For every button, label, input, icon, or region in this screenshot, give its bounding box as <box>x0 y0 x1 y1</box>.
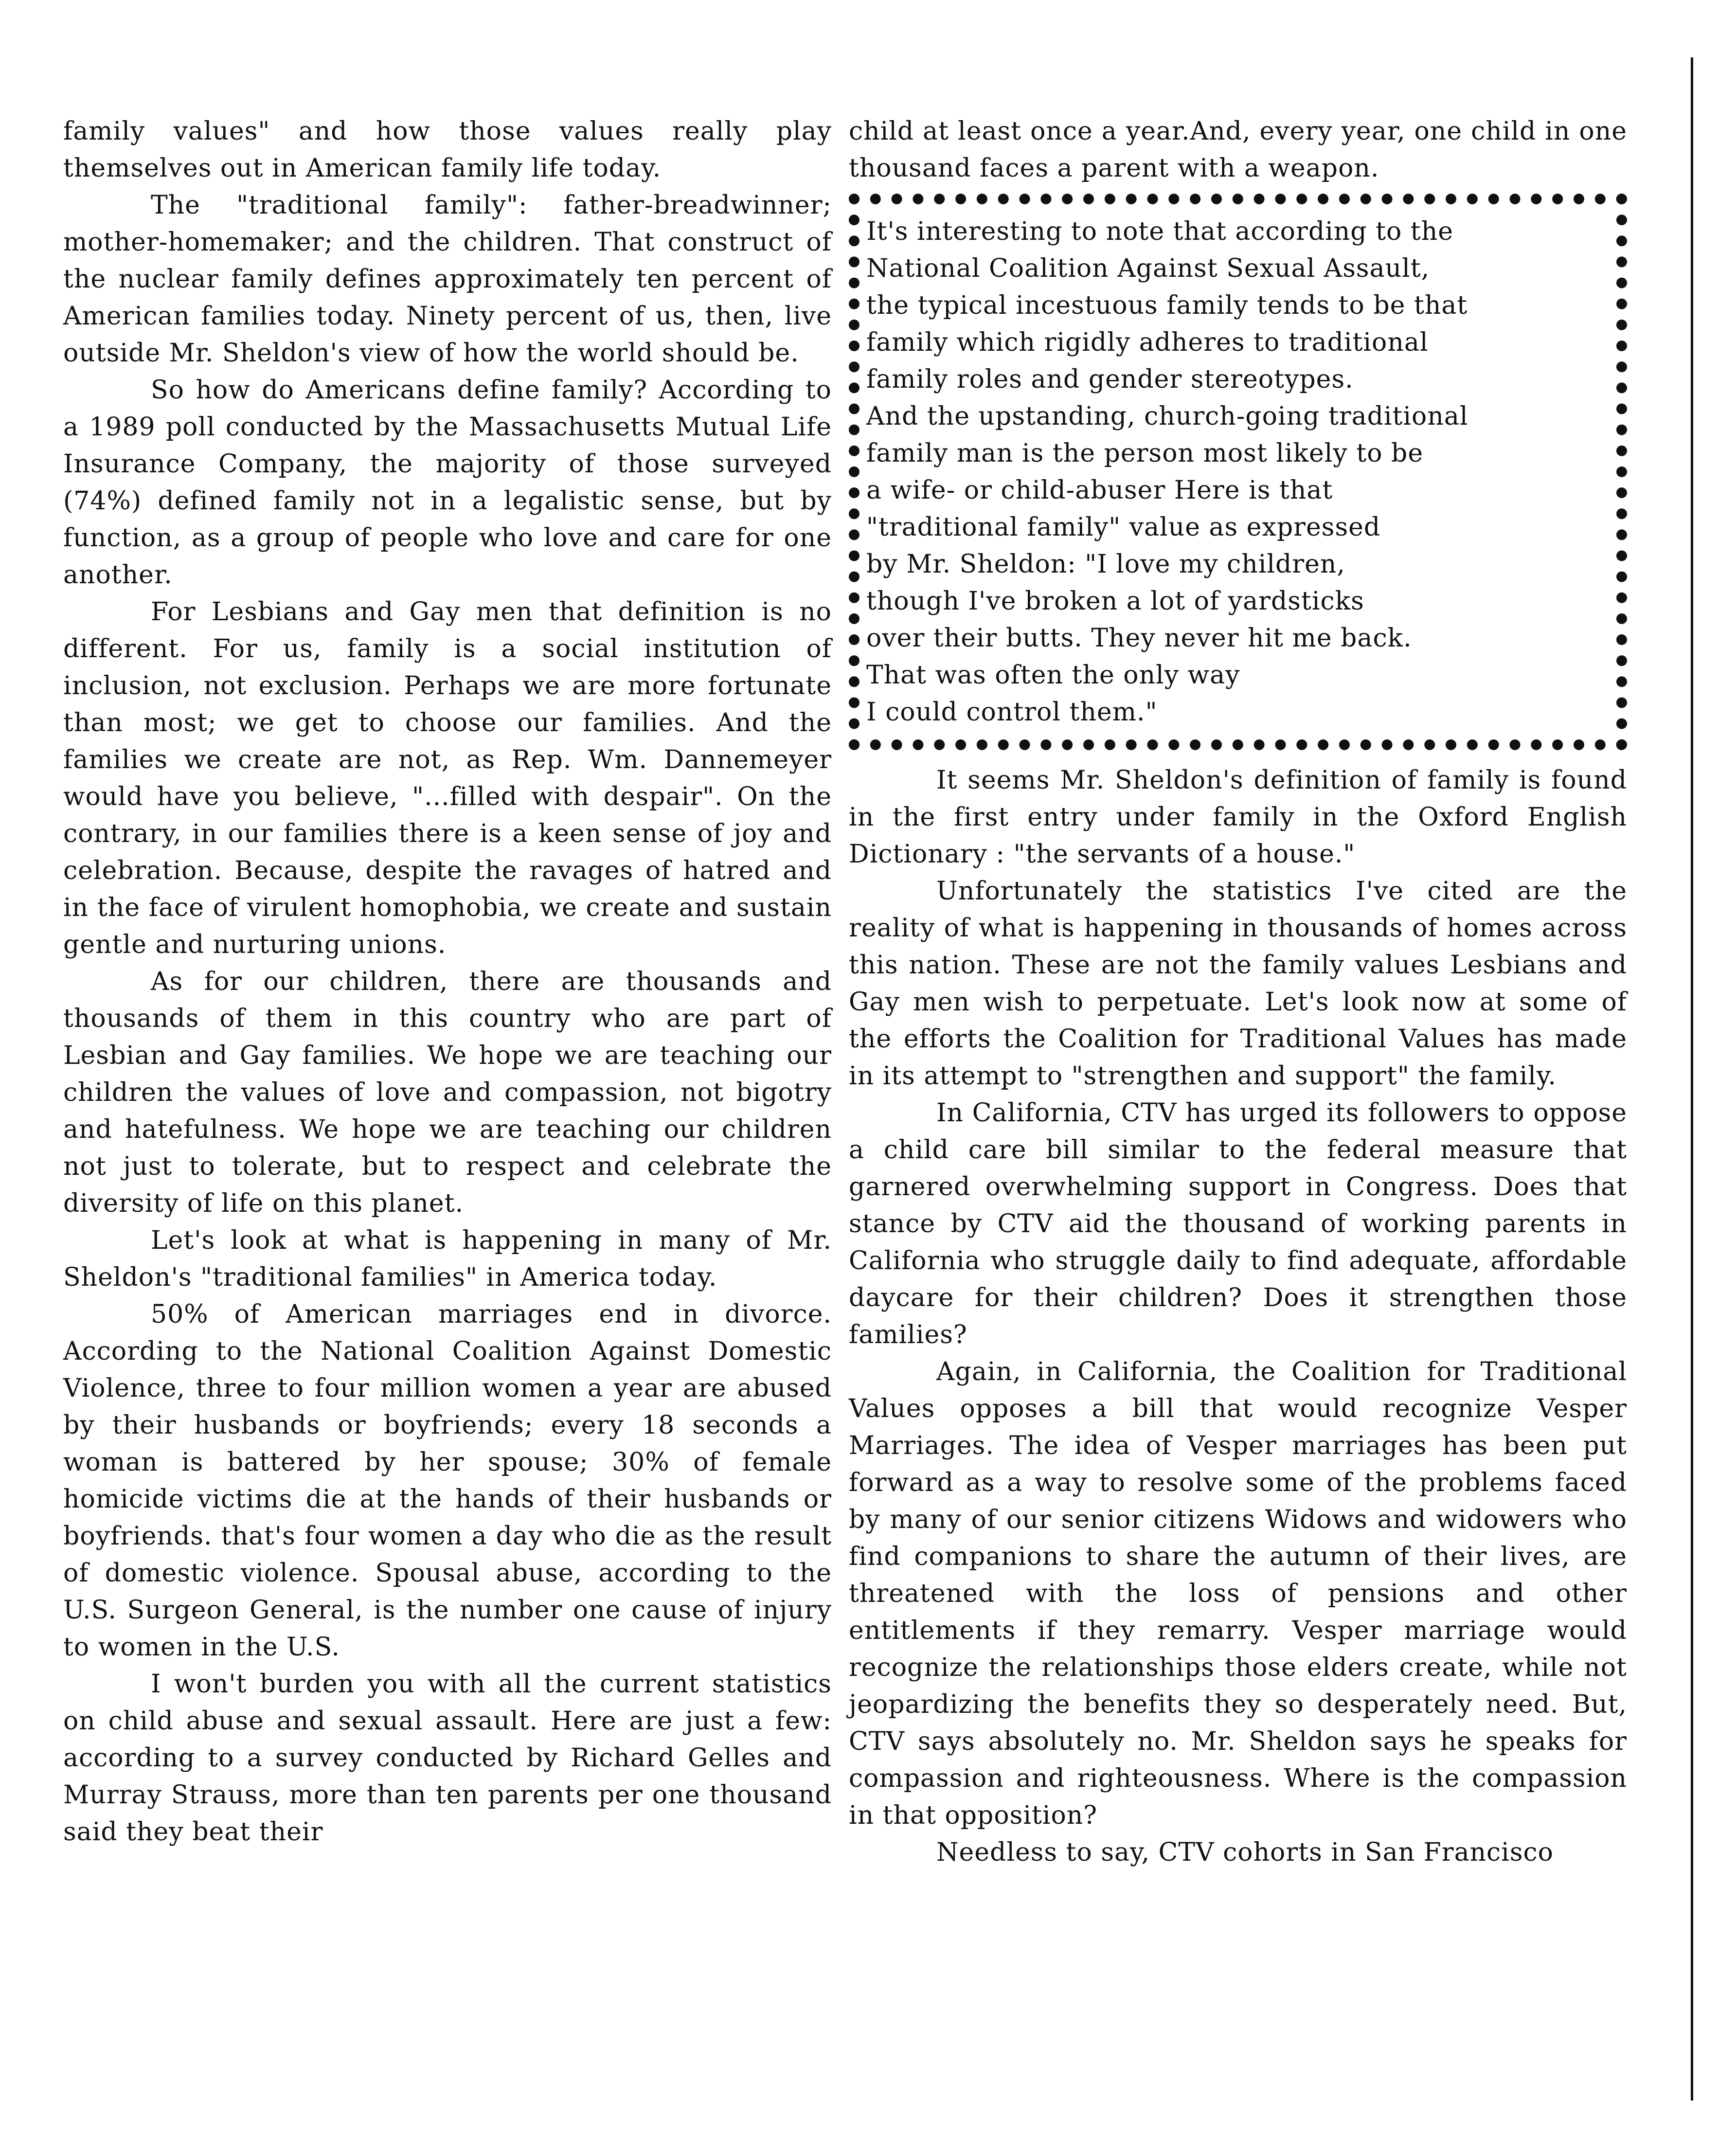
callout-line: family man is the person most likely to be <box>866 439 1424 468</box>
callout-line: over their butts. They never hit me back. <box>866 624 1412 653</box>
left-paragraph-6: Let's look at what is happening in many of Mr. Sheldon's "traditional families" in America today. <box>63 1226 832 1292</box>
left-paragraph-1: family values" and how those values really play themselves out in American family life today. <box>63 117 832 183</box>
right-paragraph-3: In California, CTV has urged its followers to oppose a child care bill similar to the federal measure that garnered overwhelming support in Congress. Does that stance by CTV aid the thousand of working parents in California who struggle daily to find adequate, affordable daycare for their children? Does it strengthen those families? <box>849 1098 1627 1349</box>
right-column <box>849 113 1627 1871</box>
callout-line: It's interesting to note that according to the <box>866 217 1453 246</box>
callout-line: And the upstanding, church-going traditional <box>866 402 1468 431</box>
right-paragraph-4: Again, in California, the Coalition for Traditional Values opposes a bill that would recognize Vesper Marriages. The idea of Vesper marriages has been put forward as a way to resolve some of the problems faced by many of our senior citizens Widows and widowers who find companions to share the autumn of their lives, are threatened with the loss of pensions and other entitlements if they remarry. Vesper marriage would recognize the relationships those elders create, while not jeopardizing the benefits they so desperately need. But, CTV says absolutely no. Mr. Sheldon says he speaks for compassion and righteousness. Where is the compassion in that opposition? <box>849 1357 1627 1830</box>
left-column <box>63 113 832 1851</box>
left-paragraph-5: As for our children, there are thousands and thousands of them in this country who are part of Lesbian and Gay families. We hope we are teaching our children the values of love and compassion, not bigotry and hatefulness. We hope we are teaching our children not just to tolerate, but to respect and celebrate the diversity of life on this planet. <box>63 967 832 1218</box>
right-paragraph-2: Unfortunately the statistics I've cited are the reality of what is happening in thousands of homes across this nation. These are not the family values Lesbians and Gay men wish to perpetuate. Let's look now at some of the efforts the Coalition for Traditional Values has made in its attempt to "strengthen and support" the family. <box>849 877 1627 1091</box>
left-paragraph-4: For Lesbians and Gay men that definition is no different. For us, family is a social institution of inclusion, not exclusion. Perhaps we are more fortunate than most; we get to choose our families. And the families we create are not, as Rep. Wm. Dannemeyer would have you believe, "...filled with despair". On the contrary, in our families there is a keen sense of joy and celebration. Because, despite the ravages of hatred and in the face of virulent homophobia, we create and sustain gentle and nurturing unions. <box>63 597 832 959</box>
callout-line: though I've broken a lot of yardsticks <box>866 587 1364 616</box>
callout-line: "traditional family" value as expressed <box>866 513 1381 542</box>
callout-line: a wife- or child-abuser Here is that <box>866 476 1333 505</box>
callout-line: by Mr. Sheldon: "I love my children, <box>866 550 1345 579</box>
left-paragraph-7: 50% of American marriages end in divorce. According to the National Coalition Against Domestic Violence, three to four million women a year are abused by their husbands or boyfriends; every 18 seconds a woman is battered by her spouse; 30% of female homicide victims die at the hands of their husbands or boyfriends. that's four women a day who die as the result of domestic violence. Spousal abuse, according to the U.S. Surgeon General, is the number one cause of injury to women in the U.S. <box>63 1300 832 1662</box>
left-paragraph-3: So how do Americans define family? According to a 1989 poll conducted by the Massachusetts Mutual Life Insurance Company, the majority of those surveyed (74%) defined family not in a legalistic sense, but by function, as a group of people who love and care for one another. <box>63 376 832 590</box>
left-paragraph-8: I won't burden you with all the current statistics on child abuse and sexual assault. Here are just a few: according to a survey conducted by Richard Gelles and Murray Strauss, more than ten parents per one thousand said they beat their <box>63 1670 832 1847</box>
callout-line: That was often the only way <box>866 661 1240 690</box>
right-paragraph-5: Needless to say, CTV cohorts in San Francisco <box>936 1838 1554 1867</box>
callout-line: family which rigidly adheres to traditional <box>866 328 1429 357</box>
dotted-callout-box <box>849 194 1627 750</box>
right-intro-paragraph: child at least once a year.And, every year, one child in one thousand faces a parent with a weapon. <box>849 117 1627 183</box>
left-paragraph-2: The "traditional family": father-breadwinner; mother-homemaker; and the children. That construct of the nuclear family defines approximately ten percent of American families today. Ninety percent of us, then, live outside Mr. Sheldon's view of how the world should be. <box>63 191 832 368</box>
callout-line: family roles and gender stereotypes. <box>866 365 1354 394</box>
callout-line: the typical incestuous family tends to be that <box>866 291 1468 320</box>
callout-line: I could control them." <box>866 698 1158 727</box>
right-paragraph-1: It seems Mr. Sheldon's definition of family is found in the first entry under family in the Oxford English Dictionary : "the servants of a house." <box>849 766 1627 869</box>
page-edge-rule <box>1691 57 1693 2101</box>
callout-line: National Coalition Against Sexual Assault, <box>866 254 1430 283</box>
